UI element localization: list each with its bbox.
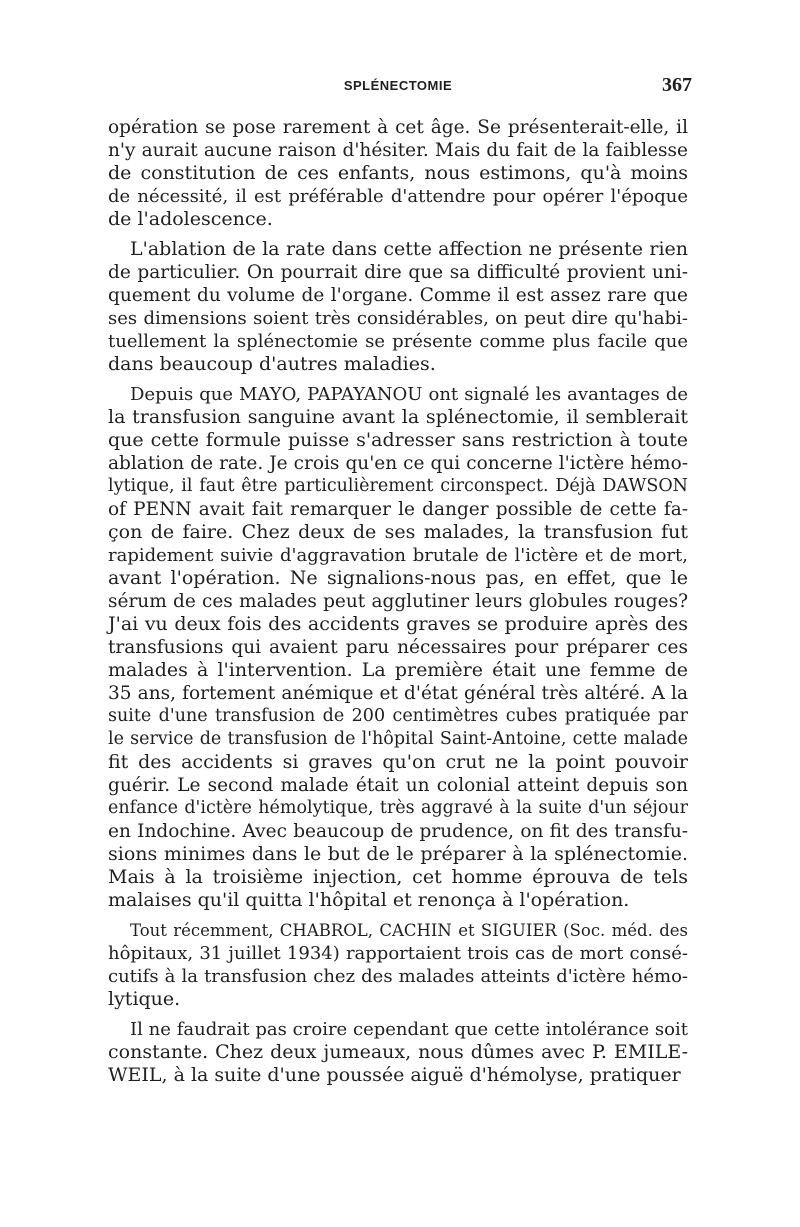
text-line: dans beaucoup d'autres maladies.	[108, 353, 436, 375]
page-header	[108, 74, 692, 102]
text-line: avant l'opération. Ne signalions-nous pas, en effet, que le	[108, 567, 688, 589]
text-line: hôpitaux, 31 juillet 1934) rapportaient trois cas de mort consé-	[108, 943, 688, 964]
text-line: de particulier. On pourrait dire que sa difficulté provient uni-	[108, 262, 688, 283]
text-line: fit des accidents si graves qu'on crut ne la point pouvoir	[108, 751, 688, 773]
text-line: guérir. Le second malade était un colonial atteint depuis son	[108, 775, 688, 796]
text-line: transfusions qui avaient paru nécessaires pour préparer ces	[108, 637, 688, 658]
text-line: sérum de ces malades peut agglutiner leurs globules rouges?	[108, 591, 688, 612]
text-line: que cette formule puisse s'adresser sans restriction à toute	[108, 429, 688, 451]
body-text	[108, 116, 688, 1094]
text-line: WEIL, à la suite d'une poussée aiguë d'hémolyse, pratiquer	[108, 1064, 681, 1086]
text-line: cutifs à la transfusion chez des malades atteints d'ictère hémo-	[108, 966, 688, 987]
paragraph	[108, 238, 688, 376]
text-line: sions minimes dans le but de le préparer à la splénectomie.	[108, 843, 688, 865]
text-line: lytique, il faut être particulièrement circonspect. Déjà DAWSON	[108, 476, 688, 496]
paragraph	[108, 383, 688, 912]
text-line: malades à l'intervention. La première était une femme de	[108, 659, 688, 681]
text-line: malaises qu'il quitta l'hôpital et renonça à l'opération.	[108, 889, 630, 911]
paragraph	[108, 116, 688, 231]
text-line: en Indochine. Avec beaucoup de prudence, on fit des transfu-	[108, 821, 688, 842]
text-line: lytique.	[108, 988, 181, 1010]
text-line: suite d'une transfusion de 200 centimètres cubes pratiquée par	[108, 706, 688, 726]
text-line: ses dimensions soient très considérables, on peut dire qu'habi-	[108, 308, 688, 329]
paragraph	[108, 919, 688, 1011]
text-line: Il ne faudrait pas croire cependant que cette intolérance soit	[130, 1019, 688, 1040]
text-line: Depuis que MAYO, PAPAYANOU ont signalé les avantages de	[130, 384, 688, 405]
text-line: ablation de rate. Je crois qu'en ce qui concerne l'ictère hémo-	[108, 453, 688, 474]
running-title: SPLÉNECTOMIE	[343, 78, 453, 93]
page-number: 367	[662, 74, 692, 96]
text-line: de constitution de ces enfants, nous estimons, qu'à moins	[108, 162, 688, 184]
text-line: la transfusion sanguine avant la splénectomie, il semblerait	[108, 406, 688, 428]
text-line: de nécessité, il est préférable d'attendre pour opérer l'époque	[108, 186, 688, 207]
text-line: L'ablation de la rate dans cette affection ne présente rien	[130, 238, 688, 260]
text-line: opération se pose rarement à cet âge. Se présenterait-elle, il	[108, 117, 688, 138]
text-line: of PENN avait fait remarquer le danger possible de cette fa-	[108, 499, 688, 520]
text-line: constante. Chez deux jumeaux, nous dûmes avec P. EMILE-	[108, 1041, 688, 1063]
text-line: tuellement la splénectomie se présente comme plus facile que	[108, 331, 688, 352]
text-line: 35 ans, fortement anémique et d'état général très altéré. A la	[108, 683, 688, 704]
text-line: J'ai vu deux fois des accidents graves se produire après des	[108, 613, 688, 635]
text-line: Mais à la troisième injection, cet homme éprouva de tels	[108, 866, 688, 888]
text-line: de l'adolescence.	[108, 208, 273, 230]
text-line: Tout récemment, CHABROL, CACHIN et SIGUIER (Soc. méd. des	[130, 921, 688, 940]
text-line: le service de transfusion de l'hôpital Saint-Antoine, cette malade	[108, 729, 688, 749]
text-line: çon de faire. Chez deux de ses malades, la transfusion fut	[108, 521, 688, 543]
text-line: enfance d'ictère hémolytique, très aggravé à la suite d'un séjour	[108, 798, 688, 818]
paragraph	[108, 1018, 688, 1087]
text-line: n'y aurait aucune raison d'hésiter. Mais du fait de la faiblesse	[108, 140, 688, 161]
text-line: rapidement suivie d'aggravation brutale de l'ictère et de mort,	[108, 545, 688, 566]
text-line: quement du volume de l'organe. Comme il est assez rare que	[108, 285, 688, 306]
